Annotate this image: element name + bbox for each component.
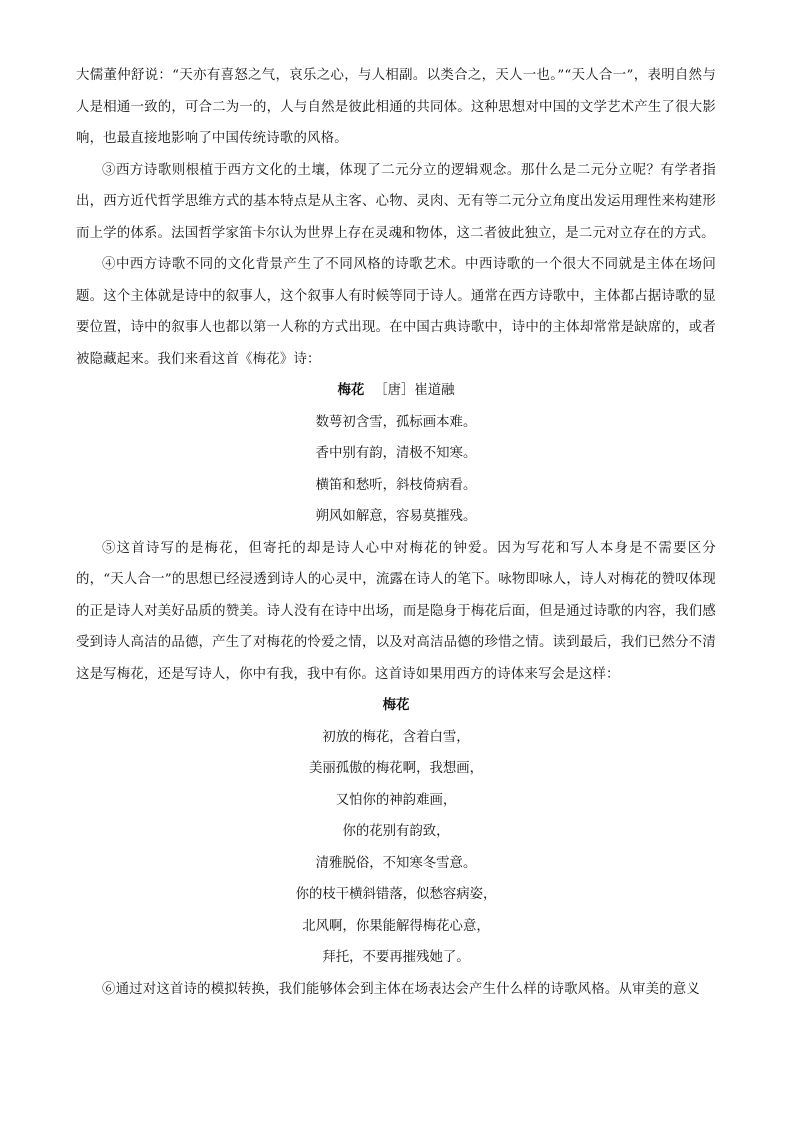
poem-line: 美丽孤傲的梅花啊，我想画， — [308, 761, 484, 776]
poem-author: ［唐］崔道融 — [374, 383, 455, 398]
poem-line: 清雅脱俗，不知寒冬雪意。 — [315, 855, 477, 871]
document-page — [76, 60, 716, 1005]
poem-meihua-western — [76, 690, 716, 974]
poem-line: 拜托，不要再摧残她了。 — [322, 950, 470, 965]
poem-line: 横笛和愁听，斜枝倚病看。 — [315, 477, 477, 493]
poem-line: 香中别有韵，清极不知寒。 — [315, 446, 477, 461]
paragraph-3-western-dualism: ③西方诗歌则根植于西方文化的土壤，体现了二元分立的逻辑观念。那什么是二元分立呢？有学者指出，西方近代哲学思维方式的基本特点是从主客、心物、灵肉、无有等二元分立角度出发运用理性来构建形而上学的体系。法国哲学家笛卡尔认为世界上存在灵魂和物体，这二者彼此独立，是二元对立存在的方式。 — [76, 162, 716, 241]
poem-line: 初放的梅花，含着白雪， — [322, 729, 470, 745]
poem-title-text: 梅花 — [337, 382, 365, 398]
poem-line: 朔风如解意，容易莫摧残。 — [315, 509, 477, 524]
paragraph-6-conclusion: ⑥通过对这首诗的模拟转换，我们能够体会到主体在场表达会产生什么样的诗歌风格。从审美的意义 — [102, 981, 700, 997]
poem-title — [76, 375, 716, 407]
poem-line: 数萼初含雪，孤标画本难。 — [315, 414, 477, 430]
paragraph-5-poem-analysis: ⑤这首诗写的是梅花，但寄托的却是诗人心中对梅花的钟爱。因为写花和写人本身是不需要区分的，“天人合一”的思想已经浸透到诗人的心灵中，流露在诗人的笔下。咏物即咏人，诗人对梅花的赞叹体现的正是诗人对美好品质的赞美。诗人没有在诗中出场，而是隐身于梅花后面，但是通过诗歌的内容，我们感受到诗人高洁的品德，产生了对梅花的怜爱之情，以及对高洁品德的珍惜之情。读到最后，我们已然分不清这是写梅花，还是写诗人，你中有我，我中有你。这首诗如果用西方的诗体来写会是这样： — [76, 540, 716, 682]
paragraph-tianren-heyi: 大儒董仲舒说：“天亦有喜怒之气，哀乐之心，与人相副。以类合之，天人一也。”“天人合一”，表明自然与人是相通一致的，可合二为一的，人与自然是彼此相通的共同体。这种思想对中国的文学艺术产生了很大影响，也最直接地影响了中国传统诗歌的风格。 — [76, 68, 716, 146]
poem-line: 你的花别有韵致， — [342, 824, 450, 839]
poem-line: 你的枝干横斜错落，似愁容病姿， — [295, 887, 497, 902]
poem-title: 梅花 — [382, 697, 410, 713]
poem-line: 又怕你的神韵难画， — [335, 792, 457, 808]
paragraph-4-subject-presence: ④中西方诗歌不同的文化背景产生了不同风格的诗歌艺术。中西诗歌的一个很大不同就是主体在场问题。这个主体就是诗中的叙事人，这个叙事人有时候等同于诗人。通常在西方诗歌中，主体都占据诗歌的显要位置，诗中的叙事人也都以第一人称的方式出现。在中国古典诗歌中，诗中的主体却常常是缺席的，或者被隐藏起来。我们来看这首《梅花》诗： — [76, 257, 716, 367]
poem-meihua-original — [76, 375, 716, 533]
poem-line: 北风啊，你果能解得梅花心意， — [302, 918, 490, 934]
